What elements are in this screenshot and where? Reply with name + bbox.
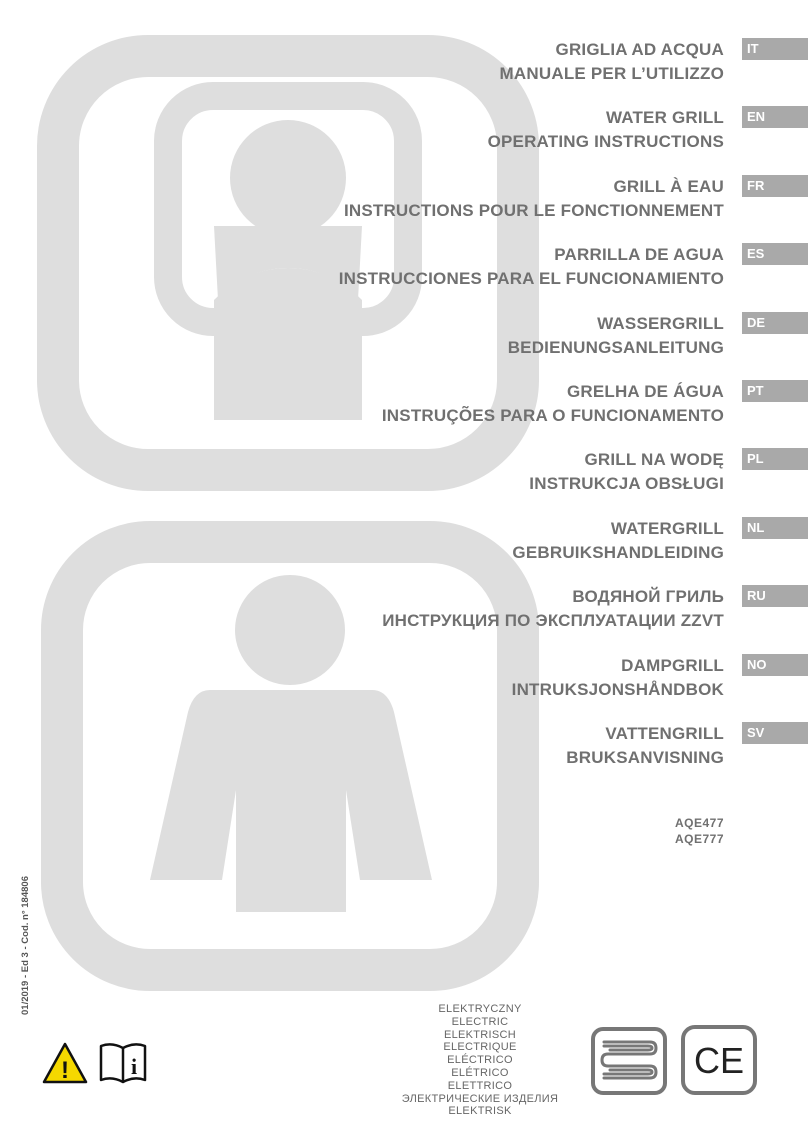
language-subtitle: INSTRUCCIONES PARA EL FUNCIONAMIENTO — [338, 269, 724, 289]
language-code-badge: SV — [742, 722, 808, 744]
language-subtitle: BEDIENUNGSANLEITUNG — [507, 337, 724, 357]
ce-mark-icon — [680, 1024, 758, 1096]
electric-label-list — [380, 1003, 580, 1118]
language-code-badge: NO — [742, 654, 808, 676]
model-numbers — [675, 815, 724, 847]
language-subtitle: INSTRUKCJA OBSŁUGI — [529, 474, 724, 494]
warning-mark: ! — [61, 1057, 69, 1084]
language-subtitle: MANUALE PER L’UTILIZZO — [499, 64, 724, 83]
language-code-badge: RU — [742, 585, 808, 607]
language-code-badge: FR — [742, 175, 808, 197]
language-title: WATERGRILL — [610, 518, 724, 538]
model-number: AQE777 — [674, 832, 724, 846]
info-mark: i — [130, 1054, 138, 1079]
language-title: GRIGLIA AD ACQUA — [555, 40, 724, 59]
language-code-badge: NL — [742, 517, 808, 539]
language-title: VATTENGRILL — [605, 724, 724, 743]
language-block-no — [0, 654, 808, 722]
language-title: WASSERGRILL — [597, 313, 724, 333]
electric-label: ELÉCTRICO — [447, 1054, 513, 1067]
language-code-badge: PT — [742, 380, 808, 402]
heating-element-icon — [590, 1026, 668, 1096]
language-block-pl — [0, 448, 808, 516]
language-block-nl — [0, 517, 808, 585]
edition-code: 01/2019 - Ed 3 - Cod. n° 184806 — [20, 876, 31, 1015]
electric-label: ELEKTRISCH — [443, 1028, 517, 1041]
language-block-en — [0, 106, 808, 174]
language-subtitle: INSTRUÇÕES PARA O FUNCIONAMENTO — [381, 406, 724, 425]
language-title: PARRILLA DE AGUA — [554, 245, 724, 265]
language-title: GRELHA DE ÁGUA — [566, 382, 724, 401]
language-block-es — [0, 243, 808, 311]
electric-label: ELECTRIC — [451, 1015, 509, 1028]
language-subtitle: INTRUKSJONSHÅNDBOK — [511, 679, 724, 699]
manual-info-icon — [98, 1040, 148, 1084]
language-subtitle: GEBRUIKSHANDLEIDING — [512, 542, 724, 562]
language-title: GRILL À EAU — [613, 176, 724, 196]
language-subtitle: ИНСТРУКЦИЯ ПО ЭКСПЛУАТАЦИИ ZZVT — [382, 611, 724, 631]
language-code-badge: PL — [742, 448, 808, 470]
language-subtitle: INSTRUCTIONS POUR LE FONCTIONNEMENT — [343, 200, 724, 220]
ce-mark: CE — [693, 1040, 745, 1081]
language-title: GRILL NA WODĘ — [584, 450, 724, 470]
language-block-fr — [0, 175, 808, 243]
language-code-badge: EN — [742, 106, 808, 128]
language-title: ВОДЯНОЙ ГРИЛЬ — [572, 587, 724, 607]
electric-label: ЭЛЕКТРИЧЕСКИЕ ИЗДЕЛИЯ — [401, 1092, 559, 1105]
model-number: AQE477 — [674, 816, 724, 830]
language-code-badge: IT — [742, 38, 808, 60]
electric-label: ELEKTRISK — [448, 1105, 512, 1118]
language-subtitle: OPERATING INSTRUCTIONS — [487, 132, 724, 152]
language-code-badge: DE — [742, 312, 808, 334]
language-block-it — [0, 38, 808, 106]
language-block-de — [0, 312, 808, 380]
electric-label: ELÉTRICO — [451, 1066, 509, 1079]
warning-icon — [42, 1042, 88, 1084]
electric-label: ELETTRICO — [447, 1079, 513, 1092]
language-title: WATER GRILL — [605, 108, 724, 128]
electric-label: ELECTRIQUE — [443, 1041, 517, 1054]
language-block-sv — [0, 722, 808, 790]
language-title: DAMPGRILL — [621, 655, 724, 675]
language-code-badge: ES — [742, 243, 808, 265]
language-block-ru — [0, 585, 808, 653]
electric-label: ELEKTRYCZNY — [438, 1003, 522, 1015]
language-subtitle: BRUKSANVISNING — [566, 748, 724, 767]
language-block-pt — [0, 380, 808, 448]
